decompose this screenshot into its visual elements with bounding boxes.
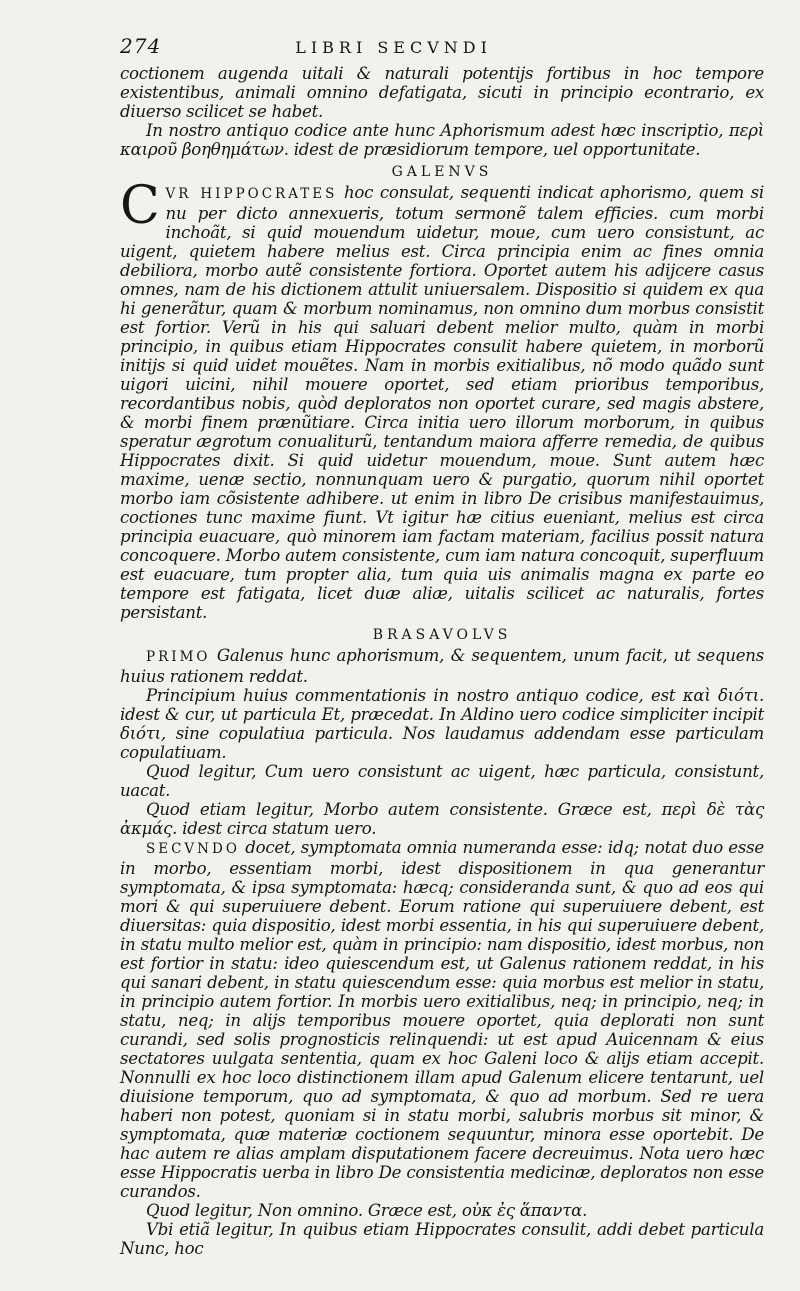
brasavolus-text-1: Galenus hunc aphorismum, & sequentem, unum facit, ut sequens huius rationem reddat. (120, 646, 764, 686)
intro-paragraph-1: coctionem augenda uitali & naturali potentijs fortibus in hoc tempore existentibus, animali omnino defatigata, sicuti in principio econtrario, ex diuerso scilicet se habet. (120, 64, 764, 121)
page-header (120, 34, 764, 64)
galenus-heading: GALENVS (391, 164, 493, 180)
brasavolus-heading: BRASAVOLVS (372, 627, 512, 643)
secundo-lead-word: SECVNDO (146, 841, 240, 857)
primo-lead-word: PRIMO (146, 649, 211, 665)
galenus-lead-word: VR HIPPOCRATES (165, 186, 338, 202)
brasavolus-paragraph-6: Quod legitur, Non omnino. Græce est, οὐκ ἐς ἅπαντα. (146, 1201, 588, 1220)
running-head: LIBRI SECVNDI (295, 38, 492, 57)
brasavolus-paragraph-7: Vbi etiã legitur, In quibus etiam Hippocrates consulit, addi debet particula Nunc, hoc (120, 1220, 764, 1258)
galenus-section (120, 176, 764, 622)
brasavolus-paragraph-1 (120, 646, 764, 686)
brasavolus-paragraph-3: Quod legitur, Cum uero consistunt ac uigent, hæc particula, consistunt, uacat. (120, 762, 764, 800)
brasavolus-paragraph-4: Quod etiam legitur, Morbo autem consistente. Græce est, περὶ δὲ τὰς ἀκμάς. idest circa statum uero. (120, 800, 764, 838)
galenus-text: hoc consulat, sequenti indicat aphorismo, quem si nu per dicto annexueris, totum sermonẽ talem efficies. cum morbi inchoãt, si quid mouendum uidetur, moue, cum uero consistunt, ac uigent, quietem habere melius est. Circa principia enim ac fines omnia debiliora, morbo autẽ consistente fortiora. Oportet autem his adijcere casus omnes, nam de his dictionem attulit uniuersalem. Dispositio si quidem ex qua hi generãtur, quam & morbum nominamus, non omnino dum morbus consistit est fortior. Verũ in his qui saluari debent melior multo, quàm in morbi principio, in quibus etiam Hippocrates consulit habere quietem, in morborũ initijs si quid uidet mouẽtes. Nam in morbis exitialibus, nõ modo quãdo sunt uigori uicini, nihil mouere oportet, sed etiam prioribus temporibus, recordantibus nobis, quòd deploratos non oportet curare, sed magis abstere, & morbi finem prænũtiare. Circa initia uero illorum morborum, in quibus speratur ægrotum conualiturũ, tentandum maiora afferre remedia, de quibus Hippocrates dixit. Si quid uidetur mouendum, moue. Sunt autem hæc maxime, uenæ sectio, nonnunquam uero & purgatio, quorum nihil oportet morbo iam cõsistente adhibere. ut enim in libro De crisibus manifestauimus, coctiones tunc maxime fiunt. Vt igitur hæ citius eueniant, melius est circa principia euacuare, quò minorem iam factam materiam, facilius possit natura concoquere. Morbo autem consistente, cum iam natura concoquit, superfluum est euacuare, tum propter alia, tum quia uis animalis magna ex parte eo tempore est fatigata, licet duæ aliæ, uitalis scilicet ac naturalis, fortes persistant. (120, 183, 764, 622)
page-number: 274 (120, 34, 162, 58)
brasavolus-section (120, 646, 764, 1258)
intro-paragraph-2: In nostro antiquo codice ante hunc Aphorismum adest hæc inscriptio, περὶ καιροῦ βοηθημάτων. idest de præsidiorum tempore, uel opportunitate. (120, 121, 764, 159)
brasavolus-paragraph-2: Principium huius commentationis in nostro antiquo codice, est καὶ διότι. idest & cur, ut particula Et, præcedat. In Aldino uero codice simpliciter incipit διότι, sine copulatiua particula. Nos laudamus addendam esse particulam copulatiuam. (120, 686, 764, 762)
brasavolus-text-5: docet, symptomata omnia numeranda esse: idq; notat duo esse in morbo, essentiam morbi, idest dispositionem in qua generantur symptomata, & ipsa symptomata: hæcq; consideranda sunt, & quo ad eos qui mori & qui superuiuere debent. Eorum ratione qui superuiuere debent, est diuersitas: quia dispositio, idest morbi essentia, in his qui superuiuere debent, in statu multo melior est, quàm in principio: nam dispositio, idest morbus, non est fortior in statu: ideo quiescendum est, ut Galenus rationem reddat, in his qui sanari debent, in statu quiescendum esse: quia morbus est melior in statu, in principio autem fortior. In morbis uero exitialibus, neq; in principio, neq; in statu, neq; in alijs temporibus mouere oportet, quia deplorati non sunt curandi, sed solis prognosticis relinquendi: ut est apud Auicennam & eius sectatores uulgata sententia, quam ex hoc Galeni loco & alijs etiam accepit. Nonnulli ex hoc loco distinctionem illam apud Galenum elicere tentarunt, uel diuisione temporum, quo ad symptomata, & quo ad morbum. Sed re uera haberi non potest, quoniam si in statu morbi, salubris morbus sit minor, & symptomata, quæ materiæ coctionem sequuntur, minora esse oportebit. De hac autem re alias amplam disputationem facere decreuimus. Nota uero hæc esse Hippocratis uerba in libro De consistentia medicinæ, deploratos non esse curandos. (120, 838, 764, 1201)
brasavolus-paragraph-5 (120, 838, 764, 1201)
intro-text (120, 64, 764, 159)
galenus-paragraph: C VR HIPPOCRATES hoc consulat, sequenti indicat aphorismo, quem si nu per dicto annexueris, totum sermonẽ talem efficies. cum morbi inchoãt, si quid mouendum uidetur, moue, cum uero consistunt, ac uigent, quietem habere melius est. Circa principia enim ac fines omnia debiliora, morbo autẽ consistente fortiora. Oportet autem his adijcere casus omnes, nam de his dictionem attulit uniuersalem. Dispositio si quidem ex qua hi generãtur, quam & morbum nominamus, non omnino dum morbus consistit est fortior. Verũ in his qui saluari debent melior multo, quàm in morbi principio, in quibus etiam Hippocrates consulit habere quietem, in morborũ initijs si quid uidet mouẽtes. Nam in morbis exitialibus, nõ modo quãdo sunt uigori uicini, nihil mouere oportet, sed etiam prioribus temporibus, recordantibus nobis, quòd deploratos non oportet curare, sed magis abstere, & morbi finem prænũtiare. Circa initia uero illorum morborum, in quibus speratur ægrotum conualiturũ, tentandum maiora afferre remedia, de quibus Hippocrates dixit. Si quid uidetur mouendum, moue. Sunt autem hæc maxime, uenæ sectio, nonnunquam uero & purgatio, quorum nihil oportet morbo iam cõsistente adhibere. ut enim in libro De crisibus manifestauimus, coctiones tunc maxime fiunt. Vt igitur hæ citius eueniant, melius est circa principia euacuare, quò minorem iam factam materiam, facilius possit natura concoquere. Morbo autem consistente, cum iam natura concoquit, superfluum est euacuare, tum propter alia, tum quia uis animalis magna ex parte eo tempore est fatigata, licet duæ aliæ, uitalis scilicet ac naturalis, fortes persistant. (120, 176, 764, 622)
